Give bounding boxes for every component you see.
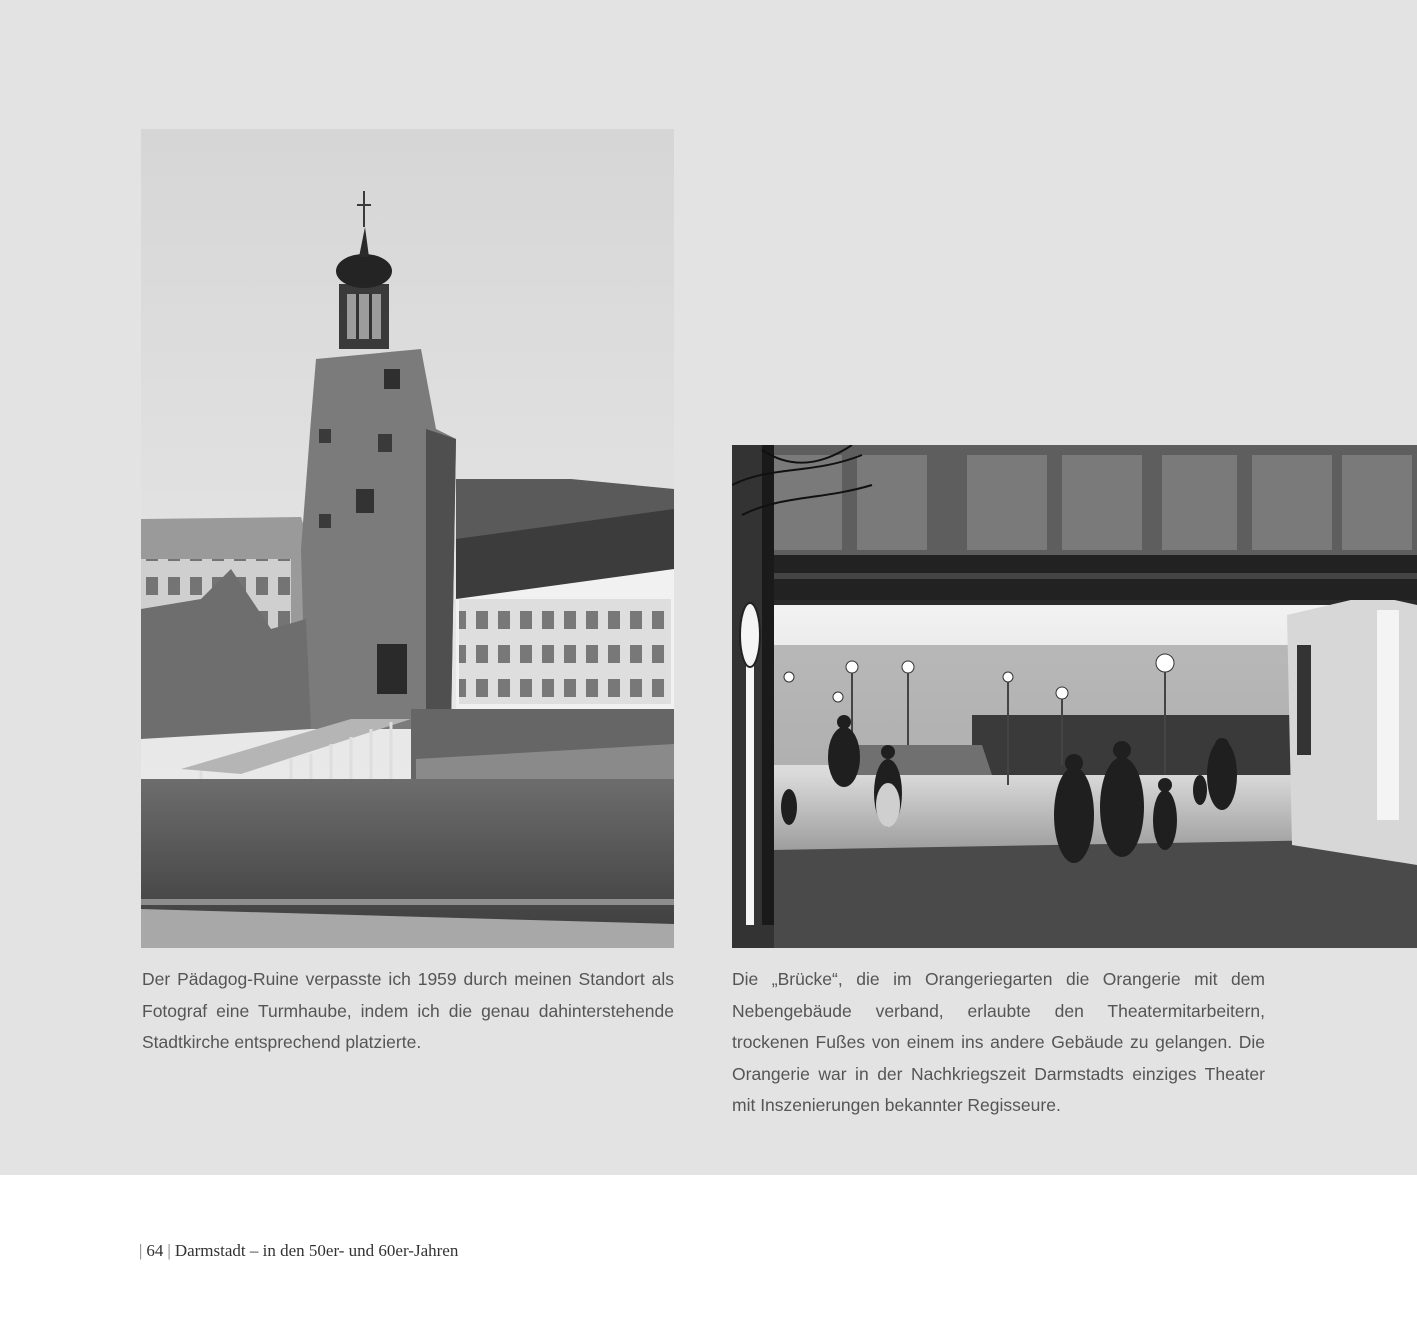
book-title: Darmstadt – in den 50er- und 60er-Jahren <box>174 1241 459 1260</box>
tower-ruin-image <box>141 129 674 948</box>
left-photo-caption: Der Pädagog-Ruine verpasste ich 1959 durch meinen Standort als Fotograf eine Turmhaube, indem ich die genau dahinterstehende Stadtkirche entsprechend platzierte. <box>142 969 674 1052</box>
orangerie-bridge-photo <box>732 445 1417 948</box>
page-footer <box>139 1241 458 1261</box>
footer-separator: | <box>167 1241 171 1260</box>
orangerie-bridge-image <box>732 445 1417 948</box>
page-number: 64 <box>146 1241 164 1260</box>
footer-separator: | <box>139 1241 143 1260</box>
church-tower-ruin-photo <box>141 129 674 948</box>
right-photo-caption: Die „Brücke“, die im Orangeriegarten die Orangerie mit dem Nebengebäude verband, erlaubte den Theatermitarbeitern, trockenen Fußes von einem ins andere Gebäude zu gelangen. Die Orangerie war in der Nachkriegszeit Darmstadts einziges Theater mit Inszenierungen bekannter Regisseure. <box>732 969 1265 1115</box>
